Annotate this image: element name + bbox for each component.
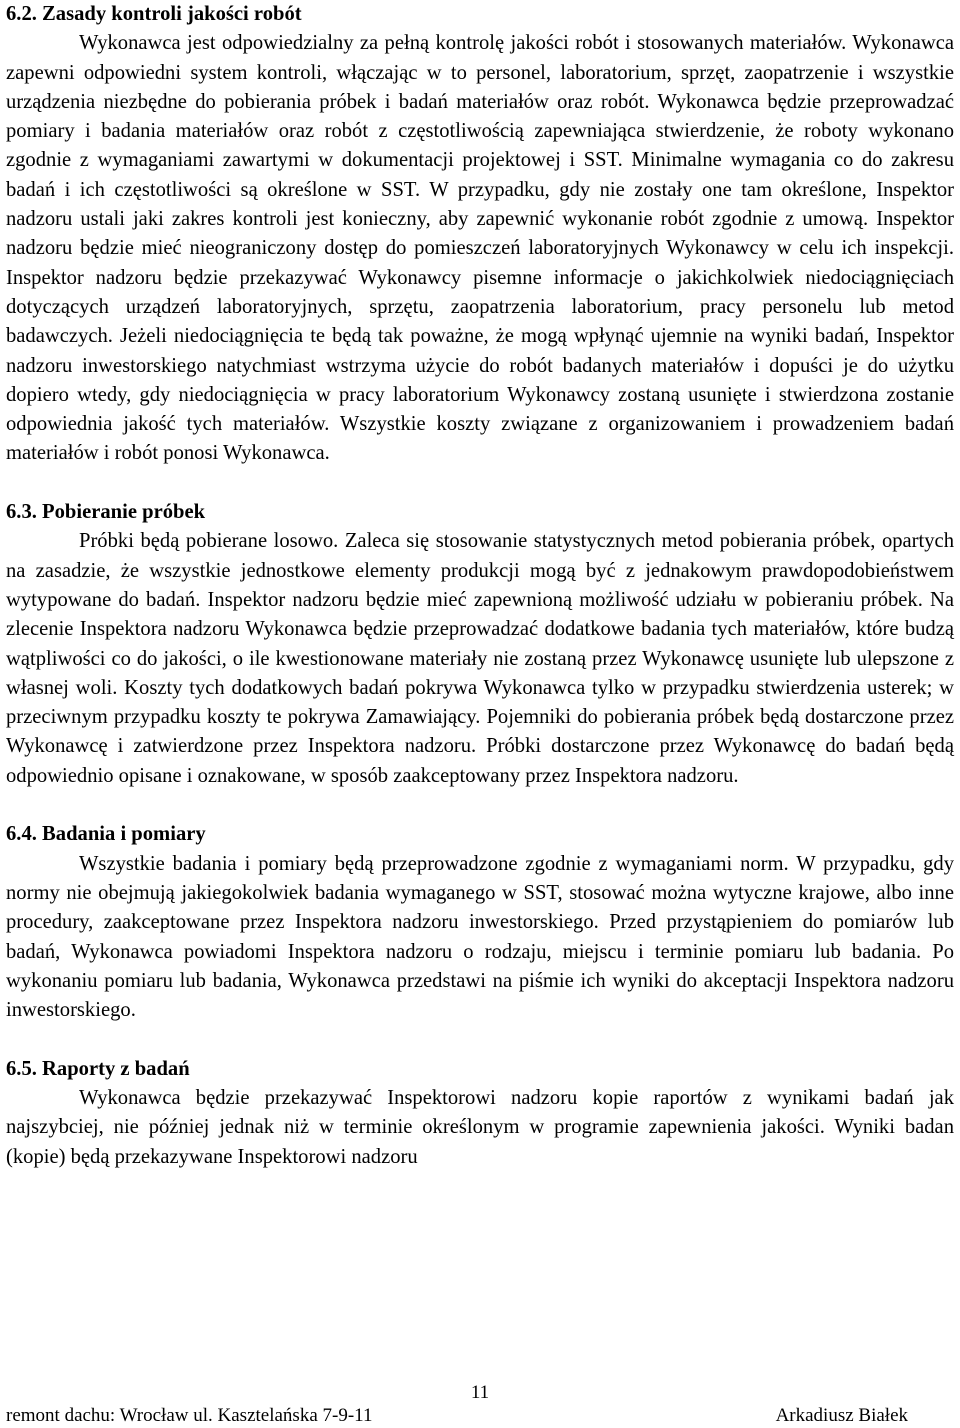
section-heading-6-2: 6.2. Zasady kontroli jakości robót <box>6 3 302 25</box>
section-text-6-2: Wykonawca jest odpowiedzialny za pełną kontrolę jakości robót i stosowanych materiałów. Wykonawca zapewni odpowiedni system kontroli, włączając w to personel, laboratorium, sprzęt, zaopatrzenie i wszystkie urządzenia niezbędne do pobierania próbek i badań materiałów oraz robót. Wykonawca będzie przeprowadzać pomiary i badania materiałów oraz robót z częstotliwością zapewniająca stwierdzenie, że roboty wykonano zgodnie z wymaganiami zawartymi w dokumentacji projektowej i SST. Minimalne wymagania co do zakresu badań i ich częstotliwości są określone w SST. W przypadku, gdy nie zostały one tam określone, Inspektor nadzoru ustali jaki zakres kontroli jest konieczny, aby zapewnić wykonanie robót zgodnie z umową. Inspektor nadzoru będzie mieć nieograniczony dostęp do pomieszczeń laboratoryjnych Wykonawcy w celu ich inspekcji. Inspektor nadzoru będzie przekazywać Wykonawcy pisemne informacje o jakichkolwiek niedociągnięciach dotyczących urządzeń laboratoryjnych, sprzętu, zaopatrzenia laboratorium, pracy personelu lub metod badawczych. Jeżeli niedociągnięcia te będą tak poważne, że mogą wpłynąć ujemnie na wyniki badań, Inspektor nadzoru inwestorskiego natychmiast wstrzyma użycie do robót badanych materiałów i dopuści je do użytku dopiero wtedy, gdy niedociągnięcia w pracy laboratorium Wykonawcy zostaną usunięte i stwierdzona zostanie odpowiednia jakość tych materiałów. Wszystkie koszty związane z organizowaniem i prowadzeniem badań materiałów i robót ponosi Wykonawca. <box>6 32 954 465</box>
footer-author: Arkadiusz Białek <box>775 1405 908 1426</box>
footer-project-title: remont dachu: Wrocław ul. Kasztelańska 7-9-11 <box>6 1405 373 1426</box>
page-number: 11 <box>470 1382 490 1403</box>
section-text-6-4: Wszystkie badania i pomiary będą przeprowadzone zgodnie z wymaganiami norm. W przypadku, gdy normy nie obejmują jakiegokolwiek badania wymaganego w SST, stosować można wytyczne krajowe, albo inne procedury, zaakceptowane przez Inspektora nadzoru inwestorskiego. Przed przystąpieniem do pomiarów lub badań, Wykonawca powiadomi Inspektora nadzoru o rodzaju, miejscu i terminie pomiaru lub badania. Po wykonaniu pomiaru lub badania, Wykonawca przedstawi na piśmie ich wyniki do akceptacji Inspektora nadzoru inwestorskiego. <box>6 852 954 1022</box>
section-text-6-3: Próbki będą pobierane losowo. Zaleca się stosowanie statystycznych metod pobierania próbek, opartych na zasadzie, że wszystkie jednostkowe elementy produkcji mogą być z jednakowym prawdopodobieństwem wytypowane do badań. Inspektor nadzoru będzie mieć zapewnioną możliwość udziału w pobieraniu próbek. Na zlecenie Inspektora nadzoru Wykonawca będzie przeprowadzać dodatkowe badania tych materiałów, które budzą wątpliwości co do jakości, o ile kwestionowane materiały nie zostaną przez Wykonawcę usunięte lub ulepszone z własnej woli. Koszty tych dodatkowych badań pokrywa Wykonawca tylko w przypadku stwierdzenia usterek; w przeciwnym przypadku koszty te pokrywa Zamawiający. Pojemniki do pobierania próbek będą dostarczone przez Wykonawcę i zatwierdzone przez Inspektora nadzoru. Próbki dostarczone przez Wykonawcę do badań będą odpowiednio opisane i oznakowane, w sposób zaakceptowany przez Inspektora nadzoru. <box>6 530 954 787</box>
section-heading-6-5: 6.5. Raporty z badań <box>6 1057 190 1080</box>
document-body <box>6 0 954 1172</box>
spacer <box>6 1025 954 1054</box>
spacer <box>6 469 954 498</box>
spacer <box>6 791 954 820</box>
section-heading-6-4: 6.4. Badania i pomiary <box>6 823 206 846</box>
section-text-6-5: Wykonawca będzie przekazywać Inspektorowi nadzoru kopie raportów z wynikami badań jak najszybciej, nie później jednak niż w terminie określonym w programie zapewnienia jakości. Wyniki badan (kopie) będą przekazywane Inspektorowi nadzoru <box>6 1086 954 1168</box>
section-heading-6-3: 6.3. Pobieranie próbek <box>6 501 206 524</box>
